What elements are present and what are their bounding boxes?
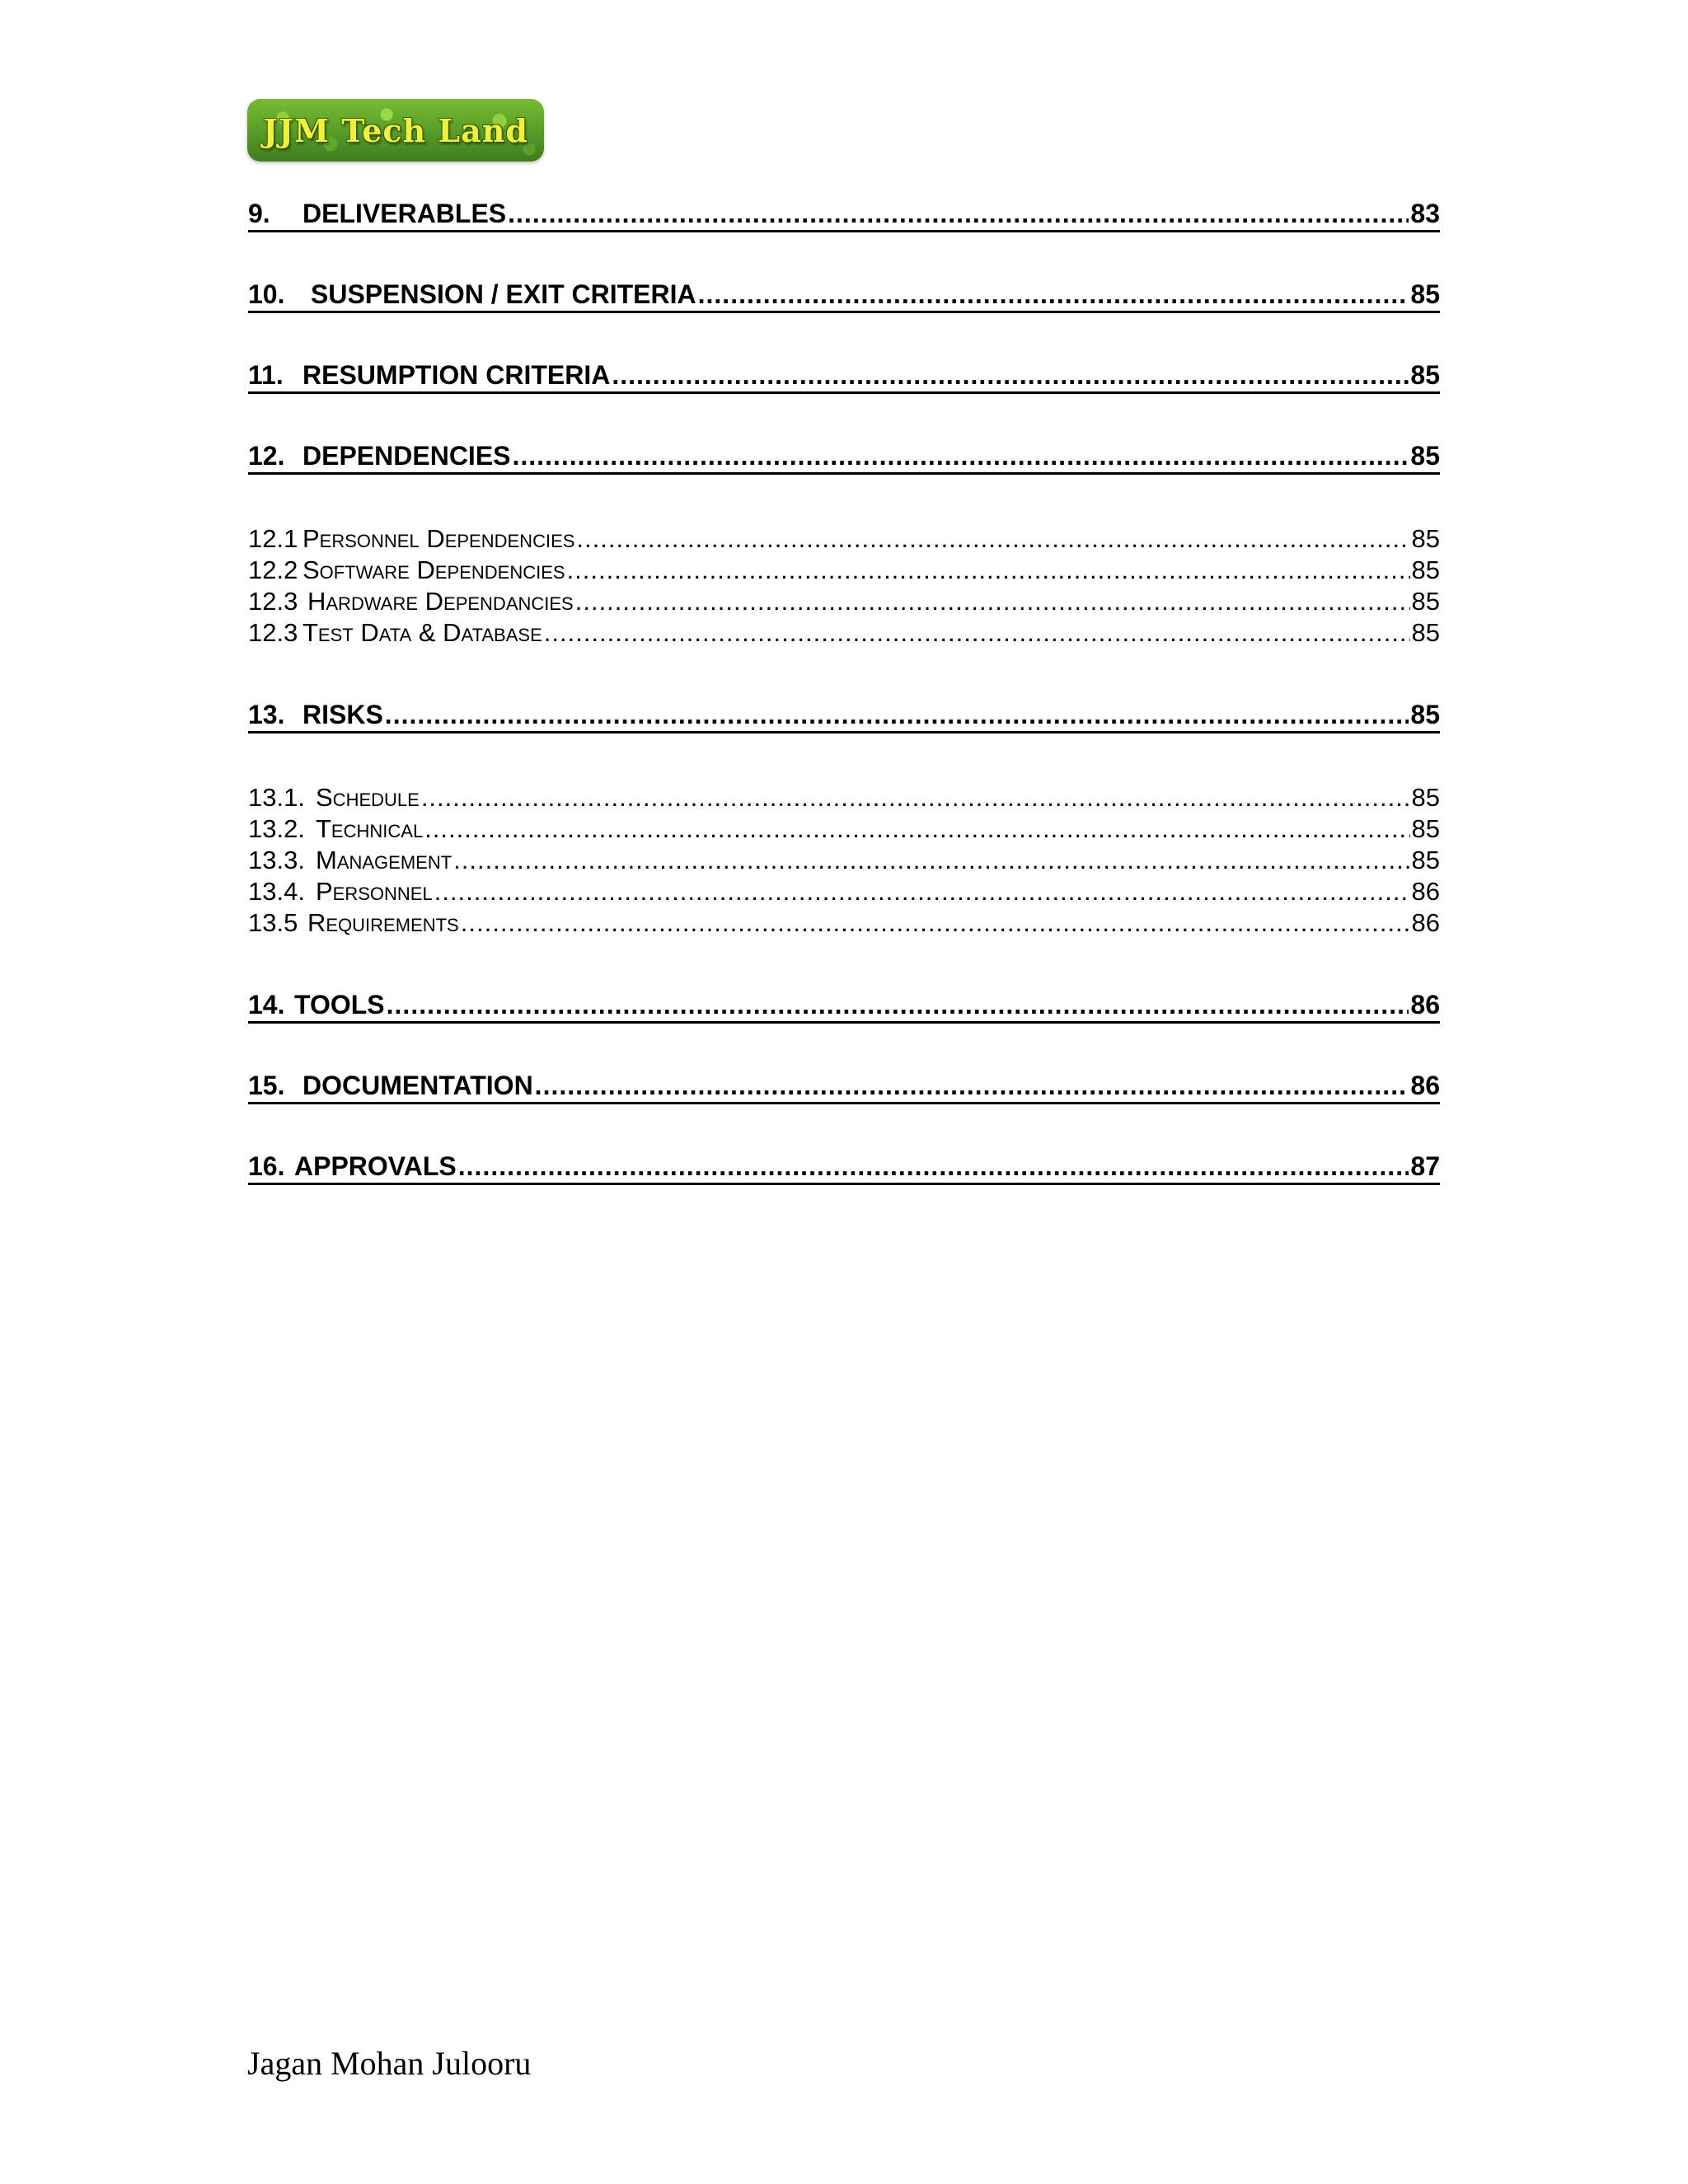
toc-number: 9.	[248, 199, 270, 228]
dot-leader	[458, 1151, 1409, 1182]
dot-leader	[698, 279, 1409, 310]
toc-title: Schedule	[316, 783, 420, 812]
dot-leader	[535, 1071, 1409, 1101]
toc-page-number: 85	[1410, 700, 1440, 729]
toc-title: Test Data & Database	[302, 618, 542, 647]
dot-leader	[385, 700, 1409, 730]
toc-entry-12-3-test-data[interactable]	[248, 618, 1440, 649]
dot-leader	[544, 618, 1410, 648]
toc-number: 13.4.	[248, 877, 305, 906]
toc-page-number: 85	[1411, 587, 1440, 616]
toc-page-number: 85	[1411, 555, 1440, 584]
toc-number: 10.	[248, 279, 285, 309]
toc-title: Hardware Dependancies	[307, 587, 574, 616]
toc-title: Personnel	[316, 877, 433, 906]
logo-text: JJM Tech Land	[263, 111, 528, 149]
toc-page-number: 85	[1410, 279, 1440, 309]
dot-leader	[508, 199, 1409, 229]
toc-title: TOOLS	[294, 990, 385, 1019]
dot-leader	[612, 360, 1409, 391]
toc-entry-12-2[interactable]	[248, 555, 1440, 587]
toc-entry-13-5[interactable]	[248, 908, 1440, 940]
toc-entry-12-1[interactable]	[248, 524, 1440, 555]
toc-title: Requirements	[307, 908, 459, 937]
toc-title: DOCUMENTATION	[302, 1071, 533, 1100]
toc-title: DEPENDENCIES	[302, 441, 511, 471]
dot-leader	[387, 990, 1409, 1020]
company-logo	[247, 99, 544, 162]
toc-number: 12.2	[248, 555, 298, 584]
toc-number: 13.1.	[248, 783, 305, 812]
toc-page-number: 83	[1410, 199, 1440, 228]
toc-entry-11[interactable]	[248, 360, 1440, 394]
toc-page-number: 85	[1411, 783, 1440, 812]
toc-entry-13-2[interactable]	[248, 814, 1440, 846]
toc-entry-13[interactable]	[248, 700, 1440, 733]
toc-title: APPROVALS	[294, 1151, 457, 1181]
toc-number: 12.3	[248, 587, 298, 616]
toc-page-number: 85	[1411, 814, 1440, 843]
toc-number: 13.5	[248, 908, 298, 937]
dot-leader	[434, 877, 1410, 907]
toc-title: Personnel Dependencies	[302, 524, 575, 553]
toc-page-number: 85	[1411, 846, 1440, 874]
toc-number: 12.3	[248, 618, 298, 647]
dot-leader	[461, 908, 1410, 938]
toc-page-number: 86	[1410, 990, 1440, 1019]
dot-leader	[567, 555, 1410, 585]
toc-page-number: 87	[1410, 1151, 1440, 1181]
toc-number: 13.	[248, 700, 285, 729]
footer-author: Jagan Mohan Julooru	[247, 2045, 532, 2082]
toc-page-number: 85	[1410, 360, 1440, 390]
toc-entry-13-3[interactable]	[248, 846, 1440, 877]
toc-title: DELIVERABLES	[302, 199, 507, 228]
toc-entry-9[interactable]	[248, 199, 1440, 232]
toc-page-number: 85	[1411, 524, 1440, 553]
toc-page-number: 85	[1411, 618, 1440, 647]
toc-page-number: 86	[1411, 908, 1440, 937]
toc-number: 11.	[248, 360, 284, 390]
dot-leader	[513, 441, 1409, 471]
toc-title: RISKS	[302, 700, 383, 729]
toc-number: 13.3.	[248, 846, 305, 874]
toc-number: 16.	[248, 1151, 285, 1181]
dot-leader	[421, 783, 1410, 813]
toc-title: SUSPENSION / EXIT CRITERIA	[311, 279, 696, 309]
dot-leader	[576, 524, 1409, 554]
toc-entry-13-4[interactable]	[248, 877, 1440, 908]
toc-title: Management	[316, 846, 452, 874]
toc-title: Technical	[316, 814, 424, 843]
toc-entry-13-1[interactable]	[248, 783, 1440, 814]
toc-number: 14.	[248, 990, 285, 1019]
toc-entry-12-3-hardware[interactable]	[248, 587, 1440, 618]
toc-title: Software Dependencies	[302, 555, 565, 584]
toc-entry-15[interactable]	[248, 1071, 1440, 1104]
toc-page-number: 86	[1411, 877, 1440, 906]
toc-number: 12.1	[248, 524, 298, 553]
toc-entry-14[interactable]	[248, 990, 1440, 1024]
dot-leader	[575, 587, 1410, 616]
toc-number: 13.2.	[248, 814, 305, 843]
dot-leader	[424, 814, 1409, 844]
toc-number: 12.	[248, 441, 285, 471]
toc-entry-16[interactable]	[248, 1151, 1440, 1185]
dot-leader	[453, 846, 1409, 875]
toc-number: 15.	[248, 1071, 285, 1100]
toc-entry-12[interactable]	[248, 441, 1440, 475]
toc-entry-10[interactable]	[248, 279, 1440, 313]
toc-title: RESUMPTION CRITERIA	[302, 360, 611, 390]
toc-page-number: 86	[1410, 1071, 1440, 1100]
toc-page-number: 85	[1410, 441, 1440, 471]
